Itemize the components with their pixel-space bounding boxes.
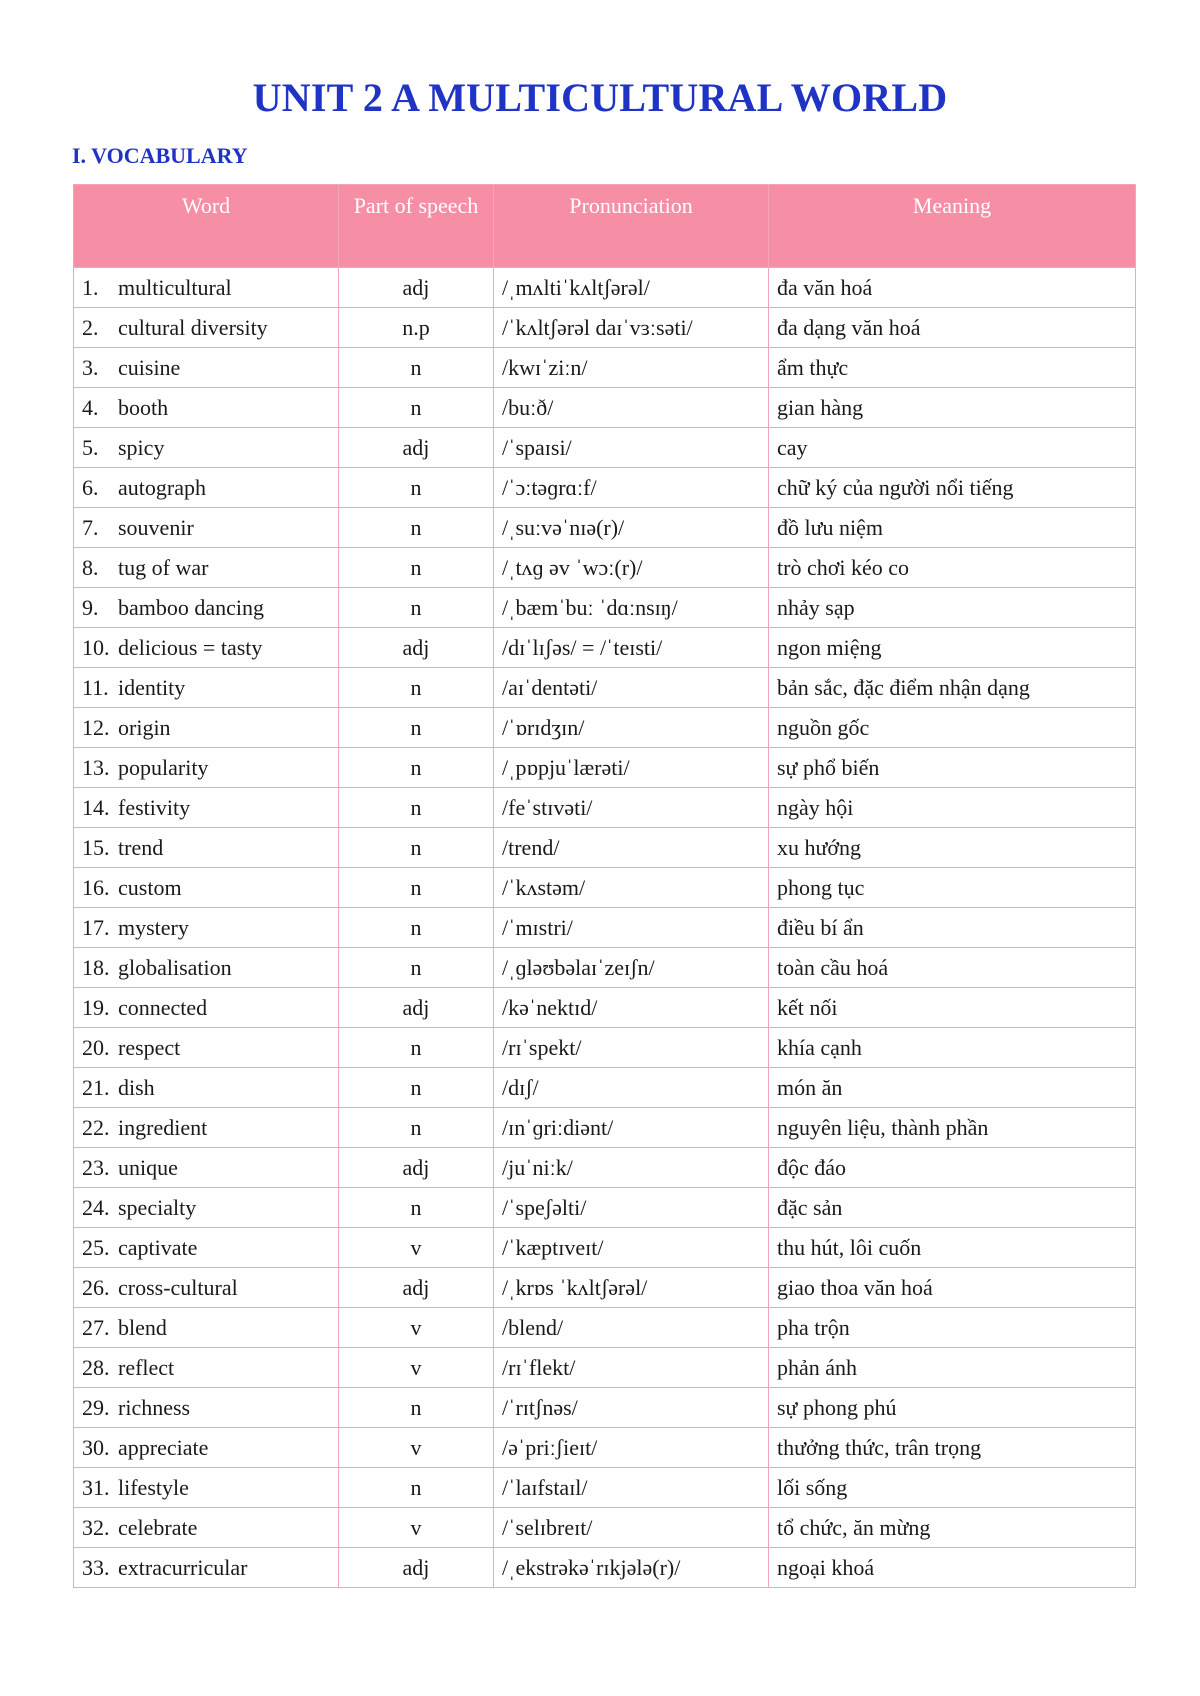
table-row [74, 1188, 1136, 1228]
row-number: 32. [82, 1515, 110, 1540]
table-row [74, 1348, 1136, 1388]
part-of-speech-cell: v [339, 1348, 494, 1388]
table-row [74, 468, 1136, 508]
part-of-speech-cell: n [339, 1028, 494, 1068]
pronunciation-cell: /ˌmʌltiˈkʌltʃərəl/ [494, 268, 769, 308]
word-text: unique [118, 1155, 178, 1180]
word-cell [74, 1188, 339, 1228]
word-text: popularity [118, 755, 209, 780]
row-number: 5. [82, 435, 99, 460]
table-row [74, 1148, 1136, 1188]
pronunciation-cell: /kəˈnektɪd/ [494, 988, 769, 1028]
word-cell [74, 1548, 339, 1588]
part-of-speech-cell: n [339, 1108, 494, 1148]
word-cell [74, 908, 339, 948]
table-row [74, 668, 1136, 708]
part-of-speech-cell: n [339, 908, 494, 948]
word-cell [74, 1468, 339, 1508]
meaning-cell: điều bí ẩn [769, 908, 1136, 948]
word-text: cross-cultural [118, 1275, 238, 1300]
table-row [74, 1388, 1136, 1428]
row-number: 33. [82, 1555, 110, 1580]
word-cell [74, 388, 339, 428]
word-text: mystery [118, 915, 189, 940]
page-title: UNIT 2 A MULTICULTURAL WORLD [252, 75, 948, 120]
word-cell [74, 748, 339, 788]
meaning-cell: đồ lưu niệm [769, 508, 1136, 548]
pronunciation-cell: /dɪʃ/ [494, 1068, 769, 1108]
word-cell [74, 428, 339, 468]
meaning-cell: nguồn gốc [769, 708, 1136, 748]
pronunciation-cell: /buːð/ [494, 388, 769, 428]
meaning-cell: nguyên liệu, thành phần [769, 1108, 1136, 1148]
word-cell [74, 788, 339, 828]
row-number: 17. [82, 915, 110, 940]
part-of-speech-cell: n [339, 828, 494, 868]
table-row [74, 908, 1136, 948]
meaning-cell: toàn cầu hoá [769, 948, 1136, 988]
part-of-speech-cell: n [339, 1388, 494, 1428]
word-cell [74, 868, 339, 908]
row-number: 2. [82, 315, 99, 340]
meaning-cell: đa dạng văn hoá [769, 308, 1136, 348]
word-cell [74, 548, 339, 588]
pronunciation-cell: /ˌbæmˈbuː ˈdɑːnsɪŋ/ [494, 588, 769, 628]
word-text: tug of war [118, 555, 209, 580]
row-number: 21. [82, 1075, 110, 1100]
meaning-cell: tổ chức, ăn mừng [769, 1508, 1136, 1548]
part-of-speech-cell: n [339, 1068, 494, 1108]
row-number: 19. [82, 995, 110, 1020]
row-number: 15. [82, 835, 110, 860]
part-of-speech-cell: n [339, 1468, 494, 1508]
part-of-speech-cell: v [339, 1508, 494, 1548]
row-number: 11. [82, 675, 109, 700]
word-text: richness [118, 1395, 191, 1420]
part-of-speech-cell: adj [339, 1548, 494, 1588]
table-row [74, 548, 1136, 588]
section-heading: I. VOCABULARY [72, 143, 248, 168]
word-text: connected [118, 995, 208, 1020]
table-row [74, 508, 1136, 548]
part-of-speech-cell: n [339, 868, 494, 908]
row-number: 16. [82, 875, 110, 900]
row-number: 28. [82, 1355, 110, 1380]
part-of-speech-cell: n.p [339, 308, 494, 348]
word-text: spicy [118, 435, 165, 460]
word-cell [74, 1068, 339, 1108]
table-row [74, 1428, 1136, 1468]
table-row [74, 308, 1136, 348]
vocabulary-table [73, 184, 1136, 1588]
word-text: lifestyle [118, 1475, 189, 1500]
meaning-cell: kết nối [769, 988, 1136, 1028]
pronunciation-cell: /rɪˈflekt/ [494, 1348, 769, 1388]
row-number: 30. [82, 1435, 110, 1460]
part-of-speech-cell: n [339, 388, 494, 428]
word-text: cuisine [118, 355, 181, 380]
meaning-cell: độc đáo [769, 1148, 1136, 1188]
word-cell [74, 948, 339, 988]
meaning-cell: bản sắc, đặc điểm nhận dạng [769, 668, 1136, 708]
part-of-speech-cell: adj [339, 1268, 494, 1308]
pronunciation-cell: /ˌɡləʊbəlaɪˈzeɪʃn/ [494, 948, 769, 988]
word-cell [74, 828, 339, 868]
row-number: 20. [82, 1035, 110, 1060]
word-cell [74, 1308, 339, 1348]
row-number: 1. [82, 275, 99, 300]
part-of-speech-cell: adj [339, 988, 494, 1028]
part-of-speech-cell: n [339, 948, 494, 988]
part-of-speech-cell: n [339, 348, 494, 388]
part-of-speech-cell: n [339, 788, 494, 828]
part-of-speech-cell: n [339, 1188, 494, 1228]
word-text: captivate [118, 1235, 198, 1260]
pronunciation-cell: /ˌtʌɡ əv ˈwɔː(r)/ [494, 548, 769, 588]
row-number: 22. [82, 1115, 110, 1140]
column-header-part-of-speech: Part of speech [339, 185, 494, 268]
column-header-pronunciation: Pronunciation [494, 185, 769, 268]
pronunciation-cell: /ˈspeʃəlti/ [494, 1188, 769, 1228]
pronunciation-cell: /ˈrɪtʃnəs/ [494, 1388, 769, 1428]
word-cell [74, 628, 339, 668]
row-number: 9. [82, 595, 99, 620]
table-row [74, 1308, 1136, 1348]
column-header-word: Word [74, 185, 339, 268]
meaning-cell: món ăn [769, 1068, 1136, 1108]
table-row [74, 388, 1136, 428]
meaning-cell: pha trộn [769, 1308, 1136, 1348]
word-text: cultural diversity [118, 315, 268, 340]
word-cell [74, 988, 339, 1028]
meaning-cell: thu hút, lôi cuốn [769, 1228, 1136, 1268]
word-text: specialty [118, 1195, 197, 1220]
word-text: blend [118, 1315, 167, 1340]
table-row [74, 268, 1136, 308]
meaning-cell: đặc sản [769, 1188, 1136, 1228]
word-text: ingredient [118, 1115, 208, 1140]
meaning-cell: khía cạnh [769, 1028, 1136, 1068]
meaning-cell: ngày hội [769, 788, 1136, 828]
pronunciation-cell: /ˈmɪstri/ [494, 908, 769, 948]
word-cell [74, 1428, 339, 1468]
pronunciation-cell: /blend/ [494, 1308, 769, 1348]
word-cell [74, 1108, 339, 1148]
table-header-row [74, 185, 1136, 268]
part-of-speech-cell: n [339, 748, 494, 788]
word-text: multicultural [118, 275, 232, 300]
row-number: 23. [82, 1155, 110, 1180]
meaning-cell: ngoại khoá [769, 1548, 1136, 1588]
pronunciation-cell: /ˌekstrəkəˈrɪkjələ(r)/ [494, 1548, 769, 1588]
pronunciation-cell: /ˈkʌltʃərəl daɪˈvɜːsəti/ [494, 308, 769, 348]
table-row [74, 628, 1136, 668]
word-cell [74, 348, 339, 388]
meaning-cell: cay [769, 428, 1136, 468]
word-text: extracurricular [118, 1555, 248, 1580]
word-text: globalisation [118, 955, 232, 980]
word-text: bamboo dancing [118, 595, 265, 620]
table-row [74, 1548, 1136, 1588]
pronunciation-cell: /dɪˈlɪʃəs/ = /ˈteɪsti/ [494, 628, 769, 668]
part-of-speech-cell: adj [339, 628, 494, 668]
pronunciation-cell: /juˈniːk/ [494, 1148, 769, 1188]
meaning-cell: giao thoa văn hoá [769, 1268, 1136, 1308]
word-cell [74, 1348, 339, 1388]
word-text: trend [118, 835, 164, 860]
table-row [74, 428, 1136, 468]
word-text: souvenir [118, 515, 194, 540]
part-of-speech-cell: adj [339, 428, 494, 468]
row-number: 8. [82, 555, 99, 580]
word-text: reflect [118, 1355, 175, 1380]
row-number: 6. [82, 475, 99, 500]
pronunciation-cell: /aɪˈdentəti/ [494, 668, 769, 708]
table-row [74, 868, 1136, 908]
word-text: custom [118, 875, 182, 900]
pronunciation-cell: /ˈspaɪsi/ [494, 428, 769, 468]
meaning-cell: ngon miệng [769, 628, 1136, 668]
meaning-cell: gian hàng [769, 388, 1136, 428]
meaning-cell: sự phong phú [769, 1388, 1136, 1428]
table-row [74, 708, 1136, 748]
part-of-speech-cell: v [339, 1228, 494, 1268]
table-row [74, 988, 1136, 1028]
table-row [74, 1468, 1136, 1508]
meaning-cell: ẩm thực [769, 348, 1136, 388]
row-number: 4. [82, 395, 99, 420]
row-number: 7. [82, 515, 99, 540]
pronunciation-cell: /ˈlaɪfstaɪl/ [494, 1468, 769, 1508]
word-cell [74, 588, 339, 628]
row-number: 14. [82, 795, 110, 820]
table-row [74, 748, 1136, 788]
word-text: autograph [118, 475, 206, 500]
word-cell [74, 1028, 339, 1068]
part-of-speech-cell: n [339, 708, 494, 748]
pronunciation-cell: /ˈkæptɪveɪt/ [494, 1228, 769, 1268]
part-of-speech-cell: v [339, 1308, 494, 1348]
pronunciation-cell: /ˌkrɒs ˈkʌltʃərəl/ [494, 1268, 769, 1308]
table-row [74, 348, 1136, 388]
word-cell [74, 1388, 339, 1428]
word-cell [74, 1148, 339, 1188]
table-row [74, 1268, 1136, 1308]
row-number: 13. [82, 755, 110, 780]
pronunciation-cell: /ˌpɒpjuˈlærəti/ [494, 748, 769, 788]
word-text: identity [118, 675, 186, 700]
pronunciation-cell: /ˈselɪbreɪt/ [494, 1508, 769, 1548]
table-row [74, 1108, 1136, 1148]
meaning-cell: nhảy sạp [769, 588, 1136, 628]
table-row [74, 1228, 1136, 1268]
row-number: 25. [82, 1235, 110, 1260]
part-of-speech-cell: n [339, 588, 494, 628]
column-header-meaning: Meaning [769, 185, 1136, 268]
meaning-cell: xu hướng [769, 828, 1136, 868]
pronunciation-cell: /ˈɔːtəɡrɑːf/ [494, 468, 769, 508]
word-cell [74, 1268, 339, 1308]
meaning-cell: đa văn hoá [769, 268, 1136, 308]
row-number: 26. [82, 1275, 110, 1300]
word-text: appreciate [118, 1435, 209, 1460]
table-row [74, 788, 1136, 828]
meaning-cell: sự phổ biến [769, 748, 1136, 788]
part-of-speech-cell: n [339, 468, 494, 508]
pronunciation-cell: /feˈstɪvəti/ [494, 788, 769, 828]
vocabulary-table-body [74, 268, 1136, 1588]
part-of-speech-cell: n [339, 668, 494, 708]
word-text: delicious = tasty [118, 635, 263, 660]
row-number: 31. [82, 1475, 110, 1500]
part-of-speech-cell: v [339, 1428, 494, 1468]
word-text: origin [118, 715, 171, 740]
meaning-cell: phong tục [769, 868, 1136, 908]
word-cell [74, 468, 339, 508]
word-text: booth [118, 395, 169, 420]
meaning-cell: lối sống [769, 1468, 1136, 1508]
word-text: respect [118, 1035, 181, 1060]
pronunciation-cell: /ˈɒrɪdʒɪn/ [494, 708, 769, 748]
meaning-cell: phản ánh [769, 1348, 1136, 1388]
table-row [74, 1068, 1136, 1108]
word-cell [74, 508, 339, 548]
word-cell [74, 1228, 339, 1268]
pronunciation-cell: /kwɪˈziːn/ [494, 348, 769, 388]
part-of-speech-cell: n [339, 508, 494, 548]
row-number: 24. [82, 1195, 110, 1220]
word-text: festivity [118, 795, 191, 820]
part-of-speech-cell: adj [339, 268, 494, 308]
pronunciation-cell: /ˈkʌstəm/ [494, 868, 769, 908]
table-row [74, 1508, 1136, 1548]
part-of-speech-cell: adj [339, 1148, 494, 1188]
pronunciation-cell: /ɪnˈɡriːdiənt/ [494, 1108, 769, 1148]
word-cell [74, 668, 339, 708]
meaning-cell: thưởng thức, trân trọng [769, 1428, 1136, 1468]
row-number: 10. [82, 635, 110, 660]
word-text: celebrate [118, 1515, 198, 1540]
pronunciation-cell: /trend/ [494, 828, 769, 868]
row-number: 12. [82, 715, 110, 740]
word-text: dish [118, 1075, 155, 1100]
pronunciation-cell: /əˈpriːʃieɪt/ [494, 1428, 769, 1468]
word-cell [74, 308, 339, 348]
word-cell [74, 1508, 339, 1548]
row-number: 27. [82, 1315, 110, 1340]
word-cell [74, 708, 339, 748]
row-number: 18. [82, 955, 110, 980]
table-row [74, 1028, 1136, 1068]
table-row [74, 948, 1136, 988]
pronunciation-cell: /ˌsuːvəˈnɪə(r)/ [494, 508, 769, 548]
row-number: 29. [82, 1395, 110, 1420]
table-row [74, 828, 1136, 868]
meaning-cell: trò chơi kéo co [769, 548, 1136, 588]
row-number: 3. [82, 355, 99, 380]
meaning-cell: chữ ký của người nổi tiếng [769, 468, 1136, 508]
table-row [74, 588, 1136, 628]
part-of-speech-cell: n [339, 548, 494, 588]
word-cell [74, 268, 339, 308]
pronunciation-cell: /rɪˈspekt/ [494, 1028, 769, 1068]
